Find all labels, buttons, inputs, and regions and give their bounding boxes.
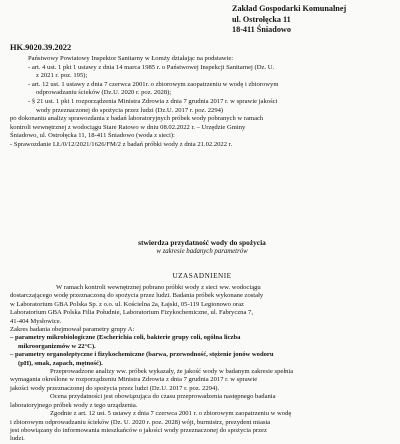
body-line: Laboratorium GBA Polska Filia Południe, Laboratorium Fizykochemiczne, ul. Fabryczna 7,: [10, 309, 254, 317]
body-line: – parametry organoleptyczne i fizykochemiczne (barwa, przewodność, stężenie jonów wodoru: [10, 351, 274, 359]
legal-basis: [10, 55, 394, 150]
decision-subtitle: w zakresie badanych parametrów: [156, 248, 248, 255]
body-line: Ocena przydatności jest obowiązująca do czasu przeprowadzenia następnego badania: [50, 393, 276, 401]
basis-item-3: - § 21 ust. 1 pkt 1 rozporządzenia Ministra Zdrowia z dnia 7 grudnia 2017 r. w sprawie jakości: [28, 97, 278, 105]
basis-item-2: - art. 12 ust. 1 ustawy z dnia 7 czerwca 2001r. o zbiorowym zaopatrzeniu w wodę i zbiorowym: [28, 80, 279, 88]
basis-item-3-cont: wody przeznaczonej do spożycia przez ludzi (Dz.U. 2017 r. poz. 2294): [36, 106, 224, 114]
body-line: mikroorganizmów w 22°C).: [18, 342, 96, 350]
body-line: Zgodnie z art. 12 ust. 5 ustawy z dnia 7 czerwca 2001 r. o zbiorowym zaopatrzeniu w wodę: [50, 410, 292, 418]
basis-para-1: po dokonaniu analizy sprawozdania z badań laboratoryjnych próbek wody pobranych w ramach: [10, 115, 264, 123]
body-line: 41-404 Mysłowice.: [10, 317, 62, 325]
body-line: laboratoryjnego próbek wody z tego urządzenia.: [10, 401, 138, 409]
basis-report: - Sprawozdanie LŁ/0/12/2021/1626/FM/2 z badań próbki wody z dnia 21.02.2022 r.: [10, 140, 233, 148]
addressee-block: [232, 4, 392, 36]
basis-item-1-cont: z 2021 r. poz. 195);: [36, 72, 88, 80]
body-line: w Laboratorium GBA Polska Sp. z o.o. ul. Kościelna 2a, Łajski, 05-119 Legionowo oraz: [10, 300, 244, 308]
body-line: – parametry mikrobiologiczne (Escherichia coli, bakterie grupy coli, ogólna liczba: [10, 334, 241, 342]
basis-item-2-cont: odprowadzaniu ścieków (Dz.U. 2020 r. poz. 2028);: [36, 89, 172, 97]
body-line: wymagania określone w rozporządzeniu Ministra Zdrowia z dnia 7 grudnia 2017 r. w sprawie: [10, 376, 258, 384]
addressee-city: 18-411 Śniadowo: [232, 25, 291, 34]
addressee-street: ul. Ostrołęcka 11: [232, 14, 291, 24]
basis-para-3: Śniadowo, ul. Ostrołęcka 11, 18-411 Śniadowo (woda z sieci):: [10, 132, 175, 140]
basis-intro: Państwowy Powiatowy Inspektor Sanitarny w Łomży działając na podstawie:: [28, 55, 234, 62]
body-line: dostarczającego wodę przeznaczoną do spożycia przez ludzi. Badania próbek wykonane zostały: [10, 292, 264, 300]
body-line: Przeprowadzone analizy ww. próbek wykazały, że jakość wody w badanym zakresie spełnia: [50, 368, 294, 376]
decision-block: [10, 238, 394, 255]
body-line: i zbiorowym odprowadzaniu ścieków (Dz. U. 2020 r. poz. 2028) wójt, burmistrz, prezydent miasta: [10, 418, 271, 426]
decision-title: stwierdza przydatność wody do spożycia: [138, 238, 266, 247]
justification-body: [10, 284, 394, 444]
body-line: W ramach kontroli wewnętrznej pobrano próbki wody z sieci ww. wodociągu: [56, 284, 261, 291]
basis-item-1: - art. 4 ust. 1 pkt 1 ustawy z dnia 14 marca 1985 r. o Państwowej Inspekcji Sanitarnej (Dz. U.: [28, 63, 275, 71]
body-line: jakości wody przeznaczonej do spożycia przez ludzi (Dz.U. 2017 r. poz. 2294).: [10, 384, 220, 392]
body-line: (pH), smak, zapach, mętność).: [18, 359, 103, 367]
body-line: jest obowiązany do informowania mieszkańców o jakości wody przeznaczonej do spożycia przez: [10, 426, 267, 434]
basis-para-2: kontroli wewnętrznej z wodociągu Stare Ratowo w dniu 08.02.2022 r. – Urzędzie Gminy: [10, 123, 246, 131]
justification-heading: UZASADNIENIE: [172, 272, 232, 280]
addressee-name: Zakład Gospodarki Komunalnej: [232, 4, 347, 13]
body-line: Zakres badania obejmował parametry grupy A:: [10, 326, 135, 334]
reference-number: HK.9020.39.2022: [10, 43, 72, 52]
body-line: ludzi.: [10, 435, 25, 443]
